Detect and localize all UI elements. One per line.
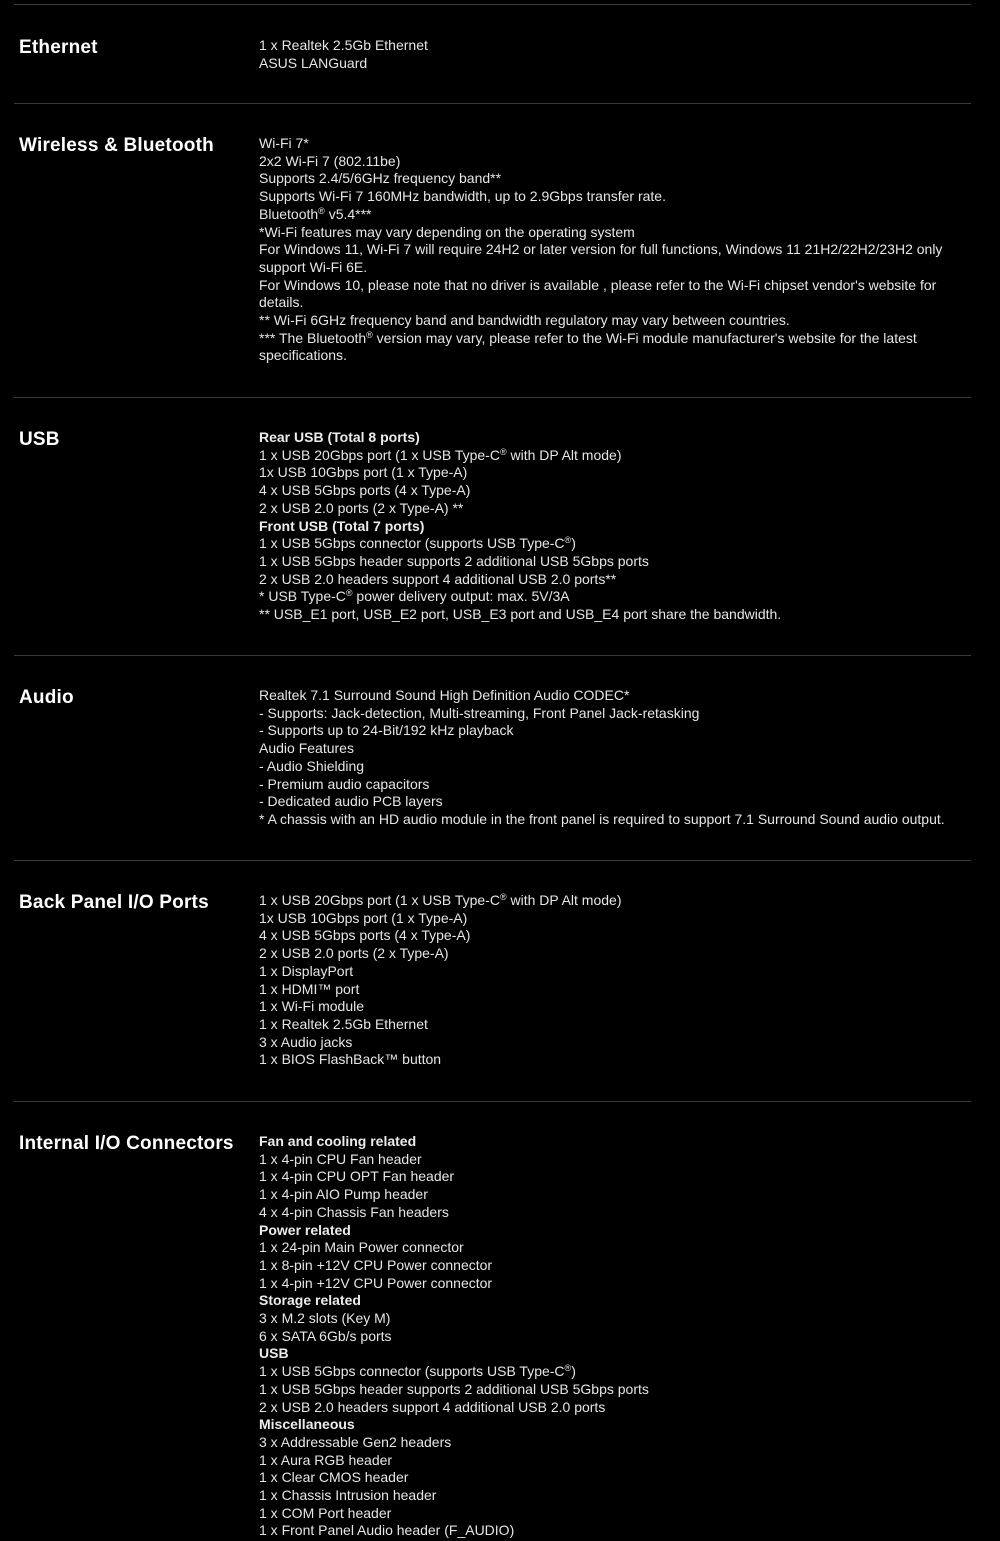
- spec-line: 1 x BIOS FlashBack™ button: [259, 1051, 442, 1068]
- spec-line: *Wi-Fi features may vary depending on the operating system: [259, 223, 635, 240]
- spec-label-back-panel-io: Back Panel I/O Ports: [19, 892, 209, 913]
- spec-line: 1 x USB 5Gbps header supports 2 additional USB 5Gbps ports: [259, 1380, 649, 1397]
- spec-line: 1 x 4-pin AIO Pump header: [259, 1186, 428, 1203]
- spec-row-usb: [14, 397, 971, 655]
- spec-value-audio: [259, 687, 959, 829]
- spec-line: 1 x USB 20Gbps port (1 x USB Type-C® with DP Alt mode): [259, 892, 622, 908]
- spec-line: 1 x USB 5Gbps connector (supports USB Type-C®): [259, 535, 576, 552]
- spec-line: 1 x Clear CMOS header: [259, 1469, 409, 1486]
- spec-line: 1 x USB 5Gbps connector (supports USB Type-C®): [259, 1363, 576, 1380]
- spec-line: Supports Wi-Fi 7 160MHz bandwidth, up to 2.9Gbps transfer rate.: [259, 188, 666, 205]
- spec-line: 1 x 4-pin CPU Fan header: [259, 1150, 422, 1167]
- spec-row-ethernet: [14, 4, 971, 103]
- spec-line: Audio Features: [259, 740, 354, 757]
- spec-line: 2 x USB 2.0 headers support 4 additional USB 2.0 ports: [259, 1398, 606, 1415]
- spec-row-back-panel-io: [14, 860, 971, 1101]
- spec-line: 4 x USB 5Gbps ports (4 x Type-A): [259, 927, 471, 944]
- spec-line: 2 x USB 2.0 headers support 4 additional USB 2.0 ports**: [259, 570, 617, 587]
- spec-line: 1 x 24-pin Main Power connector: [259, 1239, 464, 1256]
- spec-line: * USB Type-C® power delivery output: max. 5V/3A: [259, 588, 570, 605]
- spec-line: 6 x SATA 6Gb/s ports: [259, 1327, 392, 1344]
- spec-table: [14, 4, 971, 1541]
- spec-line: 3 x Audio jacks: [259, 1033, 353, 1050]
- spec-line: - Supports: Jack-detection, Multi-streaming, Front Panel Jack-retasking: [259, 704, 700, 721]
- spec-line: 1 x Realtek 2.5Gb Ethernet: [259, 37, 428, 53]
- spec-line: 2x2 Wi-Fi 7 (802.11be): [259, 152, 401, 169]
- spec-subheading: USB: [259, 1345, 289, 1362]
- spec-subheading: Miscellaneous: [259, 1416, 355, 1433]
- spec-line: ASUS LANGuard: [259, 54, 368, 71]
- spec-label-wireless-bluetooth: Wireless & Bluetooth: [19, 135, 214, 156]
- spec-line: 3 x M.2 slots (Key M): [259, 1310, 391, 1327]
- spec-row-audio: [14, 655, 971, 860]
- spec-line: 1 x Aura RGB header: [259, 1451, 393, 1468]
- spec-value-ethernet: [259, 37, 959, 72]
- spec-line: 1 x Front Panel Audio header (F_AUDIO): [259, 1522, 515, 1539]
- spec-line: For Windows 10, please note that no driver is available , please refer to the Wi-Fi chipset vendor's website for details.: [259, 276, 937, 311]
- spec-line: * A chassis with an HD audio module in the front panel is required to support 7.1 Surround Sound audio output.: [259, 810, 945, 827]
- spec-subheading: Fan and cooling related: [259, 1133, 417, 1149]
- spec-line: 2 x USB 2.0 ports (2 x Type-A): [259, 945, 449, 962]
- spec-line: - Supports up to 24-Bit/192 kHz playback: [259, 722, 514, 739]
- spec-line: Bluetooth® v5.4***: [259, 205, 372, 222]
- spec-line: 1 x 4-pin +12V CPU Power connector: [259, 1274, 493, 1291]
- spec-line: 1 x Wi-Fi module: [259, 998, 365, 1015]
- spec-line: For Windows 11, Wi-Fi 7 will require 24H2 or later version for full functions, Windows 11 21H2/22H2/23H2 only support Wi-Fi 6E.: [259, 241, 943, 275]
- spec-line: 1x USB 10Gbps port (1 x Type-A): [259, 909, 468, 926]
- spec-subheading: Rear USB (Total 8 ports): [259, 429, 420, 445]
- spec-line: 1 x Chassis Intrusion header: [259, 1487, 437, 1504]
- spec-line: - Premium audio capacitors: [259, 775, 430, 792]
- spec-line: 1 x 4-pin CPU OPT Fan header: [259, 1168, 455, 1185]
- spec-line: 1 x HDMI™ port: [259, 980, 360, 997]
- spec-line: 1 x DisplayPort: [259, 962, 354, 979]
- spec-line: 1 x USB 20Gbps port (1 x USB Type-C® with DP Alt mode): [259, 446, 622, 463]
- spec-line: - Dedicated audio PCB layers: [259, 793, 443, 810]
- spec-row-internal-io: [14, 1101, 971, 1541]
- spec-line: 1 x 8-pin +12V CPU Power connector: [259, 1256, 493, 1273]
- spec-line: 1x USB 10Gbps port (1 x Type-A): [259, 464, 468, 481]
- spec-subheading: Storage related: [259, 1292, 361, 1309]
- spec-line: 1 x COM Port header: [259, 1504, 392, 1521]
- spec-value-internal-io: [259, 1133, 959, 1540]
- spec-line: - Audio Shielding: [259, 757, 365, 774]
- spec-value-wireless-bluetooth: [259, 135, 959, 365]
- spec-line: ** USB_E1 port, USB_E2 port, USB_E3 port and USB_E4 port share the bandwidth.: [259, 606, 782, 623]
- spec-label-internal-io: Internal I/O Connectors: [19, 1133, 234, 1154]
- spec-label-audio: Audio: [19, 687, 74, 708]
- spec-line: 4 x USB 5Gbps ports (4 x Type-A): [259, 482, 471, 499]
- spec-line: Supports 2.4/5/6GHz frequency band**: [259, 170, 502, 187]
- spec-label-usb: USB: [19, 429, 60, 450]
- spec-label-ethernet: Ethernet: [19, 37, 98, 58]
- spec-line: 1 x USB 5Gbps header supports 2 additional USB 5Gbps ports: [259, 552, 649, 569]
- spec-value-back-panel-io: [259, 892, 959, 1069]
- spec-row-wireless-bluetooth: [14, 103, 971, 397]
- spec-subheading: Front USB (Total 7 ports): [259, 517, 425, 534]
- spec-line: 2 x USB 2.0 ports (2 x Type-A) **: [259, 499, 464, 516]
- spec-subheading: Power related: [259, 1221, 351, 1238]
- spec-line: 1 x Realtek 2.5Gb Ethernet: [259, 1015, 428, 1032]
- spec-line: 4 x 4-pin Chassis Fan headers: [259, 1203, 449, 1220]
- spec-line: ** Wi-Fi 6GHz frequency band and bandwidth regulatory may vary between countries.: [259, 312, 790, 329]
- spec-value-usb: [259, 429, 959, 624]
- spec-line: Wi-Fi 7*: [259, 135, 309, 151]
- spec-line: 3 x Addressable Gen2 headers: [259, 1433, 452, 1450]
- spec-line: *** The Bluetooth® version may vary, please refer to the Wi-Fi module manufacturer's website for the latest specifications.: [259, 329, 917, 364]
- spec-line: Realtek 7.1 Surround Sound High Definition Audio CODEC*: [259, 687, 630, 703]
